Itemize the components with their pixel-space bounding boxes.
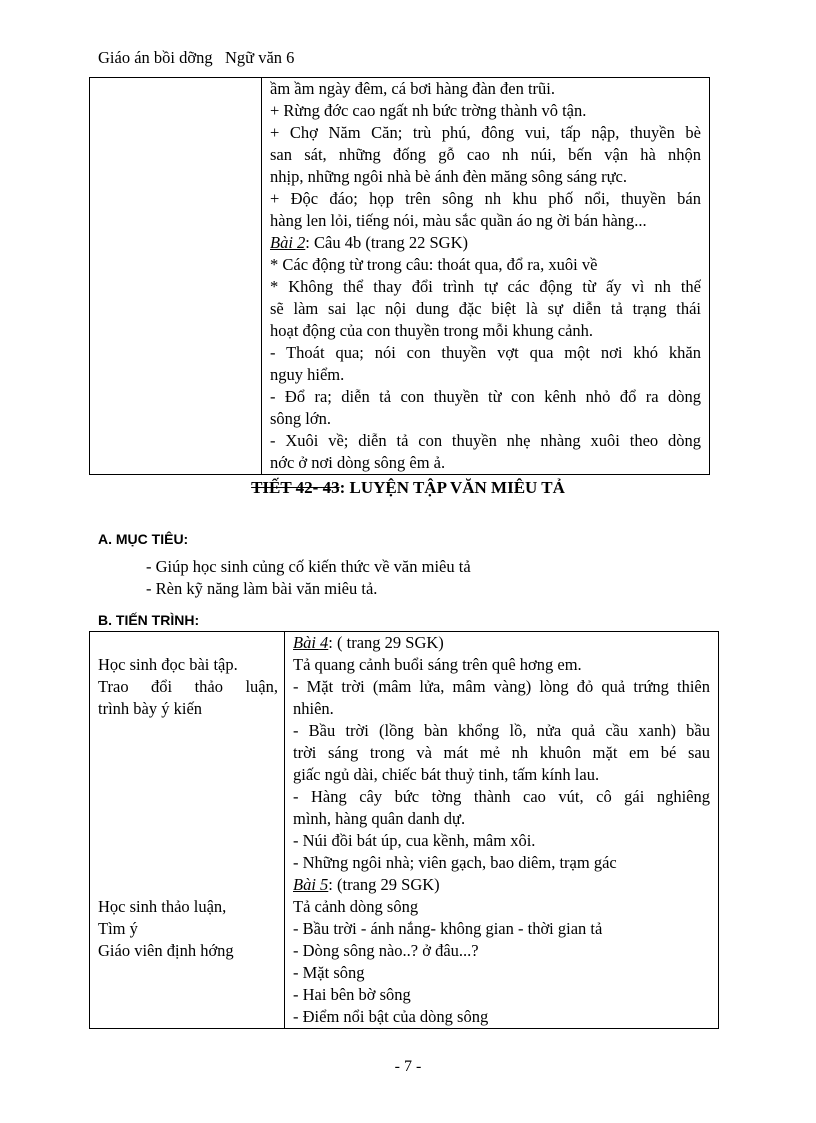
text-line — [270, 144, 701, 166]
text-line — [270, 342, 701, 364]
lesson-title — [0, 478, 816, 498]
line-text: mình, hàng quân danh dự. — [293, 809, 466, 828]
text-line — [293, 1006, 710, 1028]
line-text: Học sinh thảo luận, — [98, 897, 227, 916]
text-line — [98, 852, 278, 874]
text-line — [293, 830, 710, 852]
line-text: Giáo viên định hớng — [98, 941, 234, 960]
answer-table-1 — [89, 77, 710, 475]
line-text: Trao đổi thảo luận, — [98, 677, 278, 696]
line-text: - Mặt trời (mâm lửa, mâm vàng) lòng đỏ quả trứng thiên — [293, 677, 710, 696]
line-text: * Không thể thay đổi trình tự các động từ ấy vì nh thế — [270, 277, 701, 296]
line-text: trời sáng trong và mát mẻ nh khuôn mặt em bé sau — [293, 743, 710, 762]
line-text: nớc ở nơi dòng sông êm ả. — [270, 453, 446, 472]
exercise-label: Bài 4 — [293, 633, 329, 652]
text-line — [270, 166, 701, 188]
text-line — [270, 122, 701, 144]
line-text: giấc ngủ dài, chiếc bát thuỷ tinh, tấm kính lau. — [293, 765, 600, 784]
text-line — [293, 632, 710, 654]
text-line — [270, 232, 701, 254]
text-line — [98, 632, 278, 654]
text-line — [98, 918, 278, 940]
page-header — [98, 48, 294, 68]
line-text: sông lớn. — [270, 409, 331, 428]
text-line — [293, 874, 710, 896]
text-line — [98, 764, 278, 786]
line-text: san sát, những đống gỗ cao nh núi, bến vận hà nhộn — [270, 145, 701, 164]
line-text: - Bầu trời - ánh nắng- không gian - thời gian tả — [293, 919, 603, 938]
text-line — [270, 254, 701, 276]
text-line — [270, 210, 701, 232]
text-line — [293, 654, 710, 676]
text-line — [293, 852, 710, 874]
text-line — [293, 786, 710, 808]
text-line — [293, 808, 710, 830]
line-text: trình bày ý kiến — [98, 699, 203, 718]
text-line — [98, 874, 278, 896]
text-line — [270, 298, 701, 320]
text-line — [98, 896, 278, 918]
text-line — [270, 386, 701, 408]
line-text: - Điểm nổi bật của dòng sông — [293, 1007, 489, 1026]
goals-list — [146, 556, 471, 600]
line-text: Tả cảnh dòng sông — [293, 897, 419, 916]
line-text: nhiên. — [293, 699, 334, 718]
exercise-label: Bài 2 — [270, 233, 306, 252]
text-line — [98, 698, 278, 720]
text-line — [293, 698, 710, 720]
table1-left-cell — [90, 78, 262, 475]
section-a-heading: A. MỤC TIÊU: — [98, 531, 189, 547]
text-line — [293, 962, 710, 984]
text-line — [98, 654, 278, 676]
text-line — [293, 918, 710, 940]
text-line — [293, 742, 710, 764]
text-line — [98, 676, 278, 698]
line-text: - Núi đồi bát úp, cua kềnh, mâm xôi. — [293, 831, 536, 850]
line-text: ầm ầm ngày đêm, cá bơi hàng đàn đen trũi. — [270, 79, 556, 98]
line-text: sẽ làm sai lạc nội dung đặc biệt là sự diễn tả trạng thái — [270, 299, 701, 318]
text-line — [270, 320, 701, 342]
header-left: Giáo án bồi dỡng — [98, 48, 213, 67]
process-table — [89, 631, 719, 1029]
text-line — [293, 676, 710, 698]
goal-item: - Giúp học sinh củng cố kiến thức về văn miêu tả — [146, 557, 471, 576]
text-line — [293, 720, 710, 742]
section-b-heading: B. TIẾN TRÌNH: — [98, 612, 200, 628]
exercise-label: Bài 5 — [293, 875, 329, 894]
text-line — [270, 188, 701, 210]
line-text: nhịp, những ngôi nhà bè ánh đèn măng sông sáng rực. — [270, 167, 627, 186]
table1-right-cell — [262, 78, 710, 475]
text-line — [270, 78, 701, 100]
line-text: - Thoát qua; nói con thuyền vợt qua một nơi khó khăn — [270, 343, 701, 362]
line-text: Tả quang cảnh buổi sáng trên quê hơng em. — [293, 655, 582, 674]
header-right: Ngữ văn 6 — [224, 48, 295, 67]
lesson-name: : LUYỆN TẬP VĂN MIÊU TẢ — [339, 478, 565, 497]
text-line — [270, 276, 701, 298]
line-text: + Chợ Năm Căn; trù phú, đông vui, tấp nập, thuyền bè — [270, 123, 701, 142]
text-line — [293, 984, 710, 1006]
line-text: - Xuôi về; diễn tả con thuyền nhẹ nhàng xuôi theo dòng — [270, 431, 701, 450]
line-text: : (trang 29 SGK) — [328, 875, 440, 894]
text-line — [98, 808, 278, 830]
text-line — [98, 742, 278, 764]
line-text: Tìm ý — [98, 919, 138, 938]
text-line — [293, 896, 710, 918]
line-text: : Câu 4b (trang 22 SGK) — [305, 233, 468, 252]
line-text: hoạt động của con thuyền trong mỗi khung cảnh. — [270, 321, 594, 340]
text-line — [98, 962, 278, 984]
text-line — [293, 764, 710, 786]
line-text: - Hai bên bờ sông — [293, 985, 411, 1004]
text-line — [98, 984, 278, 1006]
line-text: - Những ngôi nhà; viên gạch, bao diêm, trạm gác — [293, 853, 617, 872]
line-text: - Mặt sông — [293, 963, 365, 982]
text-line — [98, 940, 278, 962]
line-text: hàng len lỏi, tiếng nói, màu sắc quần áo ng ời bán hàng... — [270, 211, 647, 230]
text-line — [270, 364, 701, 386]
line-text: + Rừng đớc cao ngất nh bức trờng thành vô tận. — [270, 101, 587, 120]
text-line — [270, 452, 701, 474]
text-line — [98, 720, 278, 742]
line-text: nguy hiểm. — [270, 365, 345, 384]
text-line — [270, 430, 701, 452]
line-text: - Bầu trời (lồng bàn khổng lồ, nửa quả cầu xanh) bầu — [293, 721, 710, 740]
page-number: - 7 - — [394, 1058, 422, 1075]
text-line — [293, 940, 710, 962]
goal-item: - Rèn kỹ năng làm bài văn miêu tả. — [146, 579, 378, 598]
line-text: Học sinh đọc bài tập. — [98, 655, 238, 674]
line-text: - Đổ ra; diễn tả con thuyền từ con kênh nhỏ đổ ra dòng — [270, 387, 701, 406]
text-line — [98, 830, 278, 852]
text-line — [270, 408, 701, 430]
text-line — [98, 1006, 278, 1028]
line-text: - Hàng cây bức tờng thành cao vút, cô gái nghiêng — [293, 787, 710, 806]
table2-right-cell — [285, 632, 719, 1029]
line-text: + Độc đáo; họp trên sông nh khu phố nổi, thuyền bán — [270, 189, 701, 208]
line-text: * Các động từ trong câu: thoát qua, đổ ra, xuôi về — [270, 255, 598, 274]
line-text: : ( trang 29 SGK) — [328, 633, 444, 652]
line-text: - Dòng sông nào..? ở đâu...? — [293, 941, 479, 960]
table2-left-cell — [90, 632, 285, 1029]
lesson-number: TIẾT 42- 43 — [251, 478, 340, 497]
text-line — [98, 786, 278, 808]
text-line — [270, 100, 701, 122]
